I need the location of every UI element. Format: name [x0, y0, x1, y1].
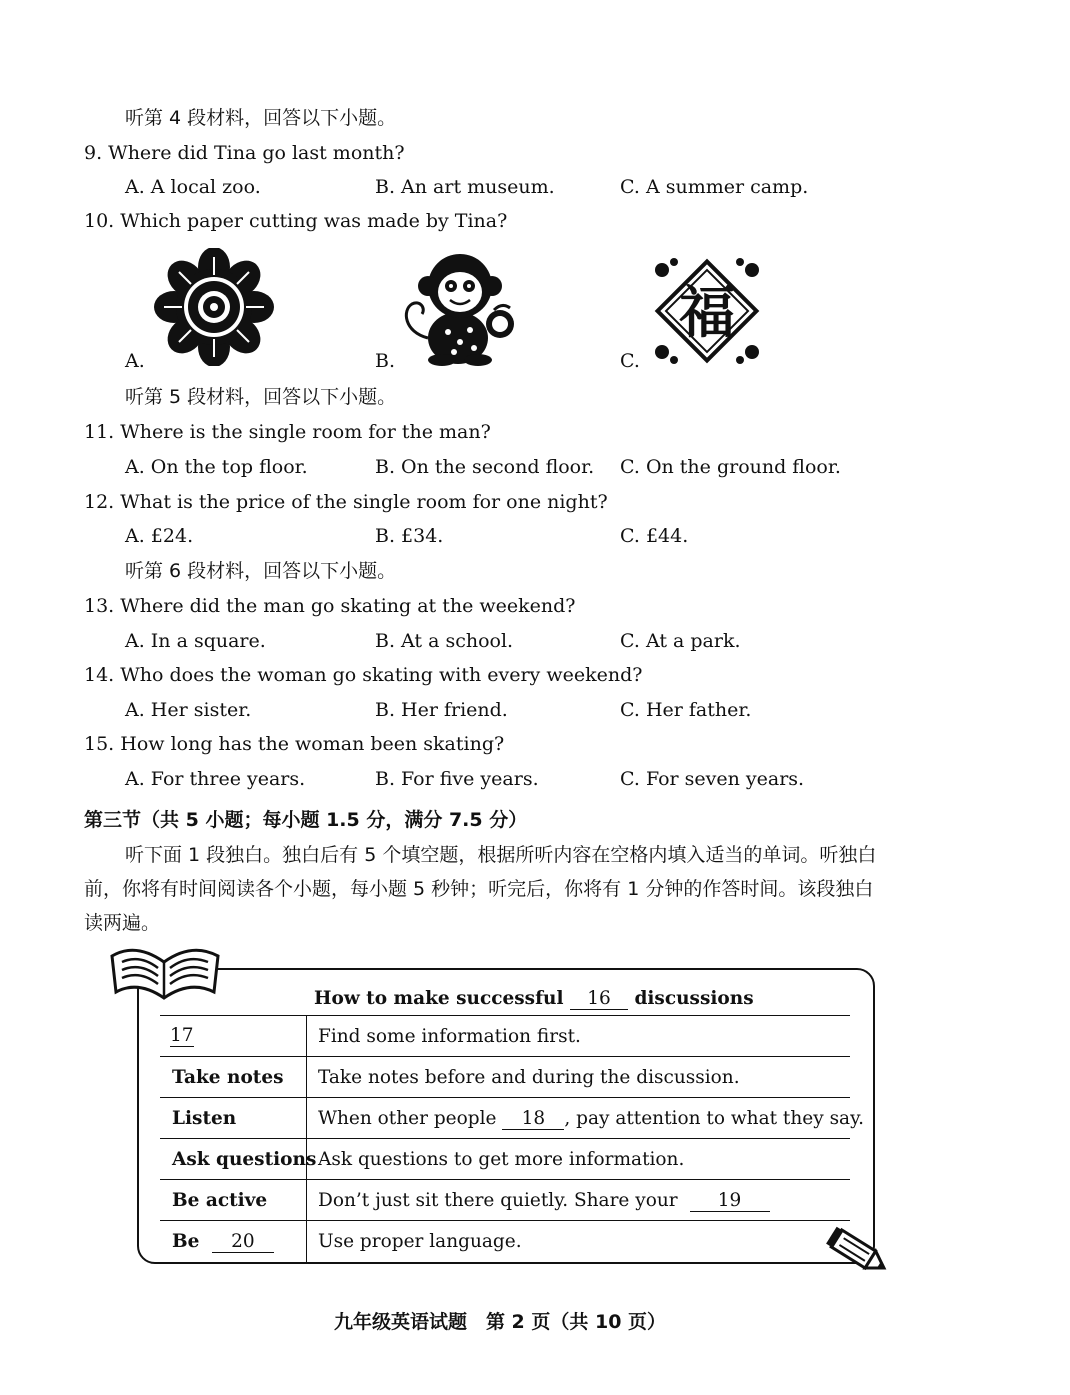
monkey-paper-cutting-image	[398, 250, 526, 370]
q13-option-a: A. In a square.	[125, 630, 266, 652]
q12-stem: 12. What is the price of the single room for one night?	[84, 491, 608, 513]
table-title-after: discussions	[634, 988, 754, 1009]
table-row	[160, 1015, 850, 1057]
table-cell-right	[318, 1016, 848, 1057]
table-row	[160, 1097, 864, 1139]
q14-option-b: B. Her friend.	[375, 699, 508, 721]
row-description: Find some information first.	[318, 1026, 581, 1047]
q9-option-c: C. A summer camp.	[620, 176, 809, 198]
flower-paper-cutting-image	[150, 248, 278, 366]
q9-stem: 9. Where did Tina go last month?	[84, 142, 405, 164]
q9-option-b: B. An art museum.	[375, 176, 555, 198]
table-cell-right	[318, 1221, 848, 1262]
fu-character: 福	[679, 281, 735, 346]
row-label-text: Be	[172, 1231, 200, 1252]
blank-17: 17	[170, 1025, 194, 1046]
section3-paragraph-line-1: 听下面 1 段独白。独白后有 5 个填空题，根据所听内容在空格内填入适当的单词。听独白	[125, 844, 877, 866]
table-cell-right	[318, 1139, 848, 1180]
row-label	[172, 1231, 274, 1253]
q15-stem: 15. How long has the woman been skating?	[84, 733, 505, 755]
row-label: Take notes	[172, 1067, 284, 1088]
q12-option-a: A. £24.	[125, 525, 194, 547]
table-cell-left	[160, 1098, 307, 1139]
q15-option-c: C. For seven years.	[620, 768, 805, 790]
row-description: Ask questions to get more information.	[318, 1149, 685, 1170]
q13-stem: 13. Where did the man go skating at the weekend?	[84, 595, 576, 617]
q14-stem: 14. Who does the woman go skating with every weekend?	[84, 664, 643, 686]
row-description-after: , pay attention to what they say.	[564, 1108, 864, 1129]
q15-option-a: A. For three years.	[125, 768, 306, 790]
row-label: Ask questions	[172, 1149, 317, 1170]
table-cell-left	[160, 1139, 317, 1180]
row-description	[318, 1108, 864, 1130]
q14-option-c: C. Her father.	[620, 699, 752, 721]
q12-option-c: C. £44.	[620, 525, 689, 547]
q11-option-a: A. On the top floor.	[125, 456, 308, 478]
row-description	[318, 1190, 770, 1212]
section3-heading: 第三节（共 5 小题；每小题 1.5 分，满分 7.5 分）	[84, 809, 528, 831]
table-cell-right	[318, 1180, 848, 1221]
fu-character-paper-cutting-image	[648, 252, 766, 370]
q10-option-a: A.	[125, 350, 145, 372]
table-cell-left	[160, 1221, 307, 1262]
q13-option-b: B. At a school.	[375, 630, 514, 652]
q10-stem: 10. Which paper cutting was made by Tina?	[84, 210, 508, 232]
row-description-before: Don’t just sit there quietly. Share your	[318, 1190, 678, 1211]
row-label: Listen	[172, 1108, 237, 1129]
q14-option-a: A. Her sister.	[125, 699, 252, 721]
table-cell-left	[160, 1180, 307, 1221]
q15-option-b: B. For five years.	[375, 768, 539, 790]
table-row	[160, 1220, 850, 1262]
blank-16: 16	[570, 989, 628, 1010]
blank-18: 18	[502, 1109, 564, 1130]
q13-option-c: C. At a park.	[620, 630, 741, 652]
row-label: Be active	[172, 1190, 268, 1211]
table-cell-right	[318, 1098, 864, 1139]
table-cell-left	[160, 1016, 307, 1057]
q11-stem: 11. Where is the single room for the man?	[84, 421, 491, 443]
q12-option-b: B. £34.	[375, 525, 444, 547]
table-title	[314, 988, 754, 1010]
blank-20: 20	[212, 1232, 274, 1253]
blank-19: 19	[690, 1191, 770, 1212]
table-cell-left	[160, 1057, 307, 1098]
table-title-before: How to make successful	[314, 988, 564, 1009]
row-description-before: When other people	[318, 1108, 497, 1129]
open-book-icon	[106, 940, 224, 1002]
table-row	[160, 1179, 850, 1221]
table-cell-right	[318, 1057, 848, 1098]
q11-option-b: B. On the second floor.	[375, 456, 595, 478]
section3-paragraph-line-3: 读两遍。	[84, 912, 161, 934]
row-description: Take notes before and during the discussion.	[318, 1067, 740, 1088]
section3-paragraph-line-2: 前，你将有时间阅读各个小题，每小题 5 秒钟；听完后，你将有 1 分钟的作答时间。该段独白	[84, 878, 874, 900]
table-row	[160, 1138, 850, 1180]
page-footer: 九年级英语试题 第 2 页（共 10 页）	[333, 1311, 667, 1333]
part5-instruction: 听第 5 段材料，回答以下小题。	[125, 386, 397, 408]
table-row	[160, 1056, 850, 1098]
row-description: Use proper language.	[318, 1231, 522, 1252]
q10-option-c: C.	[620, 350, 640, 372]
part4-instruction: 听第 4 段材料，回答以下小题。	[125, 107, 397, 129]
q11-option-c: C. On the ground floor.	[620, 456, 841, 478]
part6-instruction: 听第 6 段材料，回答以下小题。	[125, 560, 397, 582]
q9-option-a: A. A local zoo.	[125, 176, 261, 198]
q10-option-b: B.	[375, 350, 396, 372]
